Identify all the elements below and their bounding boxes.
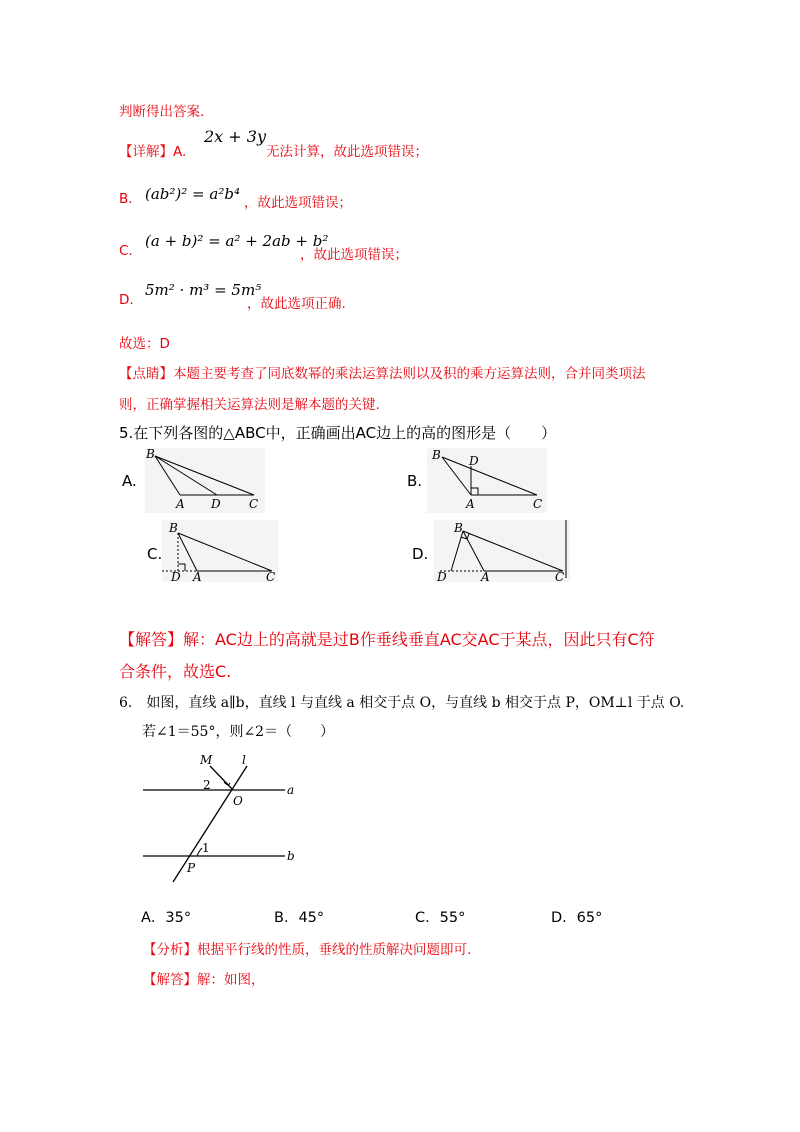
fig-d-letter-b: B [454,521,463,535]
fig-d-letter-d: D [437,570,447,584]
fig-b-letter-b: B [432,448,441,462]
q6-answer: 【解答】解：如图， [143,972,265,988]
q6-option-c: C．55° [415,910,466,926]
fig6-angle-1: 1 [202,841,210,855]
q6-option-b: B．45° [274,910,325,926]
option-b-label: B. [119,191,133,207]
q5-figure-d [432,518,574,584]
fig-a-letter-b: B [146,447,155,461]
comment-line-1: 【点睛】本题主要考查了同底数幂的乘法运算法则以及积的乘方运算法则，合并同类项法 [119,366,646,382]
option-b-expression: (ab²)² = a²b⁴ [145,185,240,203]
fig-a-letter-c: C [249,497,259,511]
q5-option-b-label: B. [407,472,423,490]
fig-c-letter-c: C [266,570,276,584]
fig-a-letter-d: D [211,497,221,511]
fig-c-letter-b: B [169,521,178,535]
q5-answer-line-1: 【解答】解：AC边上的高就是过B作垂线垂直AC交AC于某点，因此只有C符 [119,630,655,649]
fig6-letter-m: M [200,753,213,767]
q6-figure [135,748,305,886]
option-a-text: 无法计算，故此选项错误； [266,144,428,160]
option-c-expression: (a + b)² = a² + 2ab + b² [145,232,329,250]
option-c-text: ，故此选项错误； [300,247,408,263]
option-d-text: ，故此选项正确. [247,296,346,312]
q5-option-d-label: D. [412,545,429,563]
fig-a-letter-a: A [176,497,185,511]
option-a-expression: 2x + 3y [204,127,266,146]
q5-figure-c [160,518,280,584]
fig6-letter-b: b [287,849,295,863]
q6-stem-line-2: 若∠1＝55°，则∠2＝（ ） [142,724,335,740]
q6-option-d: D．65° [551,910,603,926]
fig-b-letter-d: D [469,454,479,468]
fig6-letter-l: l [242,753,246,767]
q5-answer-line-2: 合条件，故选C. [119,662,232,681]
fig-c-letter-d: D [171,570,181,584]
q5-option-a-label: A. [122,472,137,490]
solution-line-intro: 判断得出答案. [119,104,205,120]
q5-figure-b [424,445,549,515]
fig6-letter-a: a [287,783,295,797]
q5-stem: 5.在下列各图的△ABC中，正确画出AC边上的高的图形是（ ） [119,424,557,442]
comment-line-2: 则，正确掌握相关运算法则是解本题的关键. [119,397,380,413]
q5-figure-a [142,445,267,515]
detail-tag: 【详解】A. [119,144,187,160]
option-b-text: ，故此选项错误； [244,195,352,211]
q6-analysis: 【分析】根据平行线的性质，垂线的性质解决问题即可. [143,942,472,958]
fig6-letter-p: P [187,861,196,875]
fig6-angle-2: 2 [203,778,211,792]
option-d-label: D. [119,292,134,308]
q5-option-c-label: C. [147,545,163,563]
q6-stem-line-1: 6. 如图，直线 a∥b，直线 l 与直线 a 相交于点 O，与直线 b 相交于点 P，OM⊥l 于点 O. [119,695,685,711]
fig-b-letter-c: C [533,497,543,511]
fig-d-letter-a: A [481,570,490,584]
fig-b-letter-a: A [466,497,475,511]
fig6-letter-o: O [233,794,243,808]
q6-option-a: A．35° [141,910,192,926]
option-c-label: C. [119,243,133,259]
final-choice: 故选：D [119,336,170,352]
fig-d-letter-c: C [555,570,565,584]
fig-c-letter-a: A [193,570,202,584]
option-d-expression: 5m² · m³ = 5m⁵ [145,281,262,299]
